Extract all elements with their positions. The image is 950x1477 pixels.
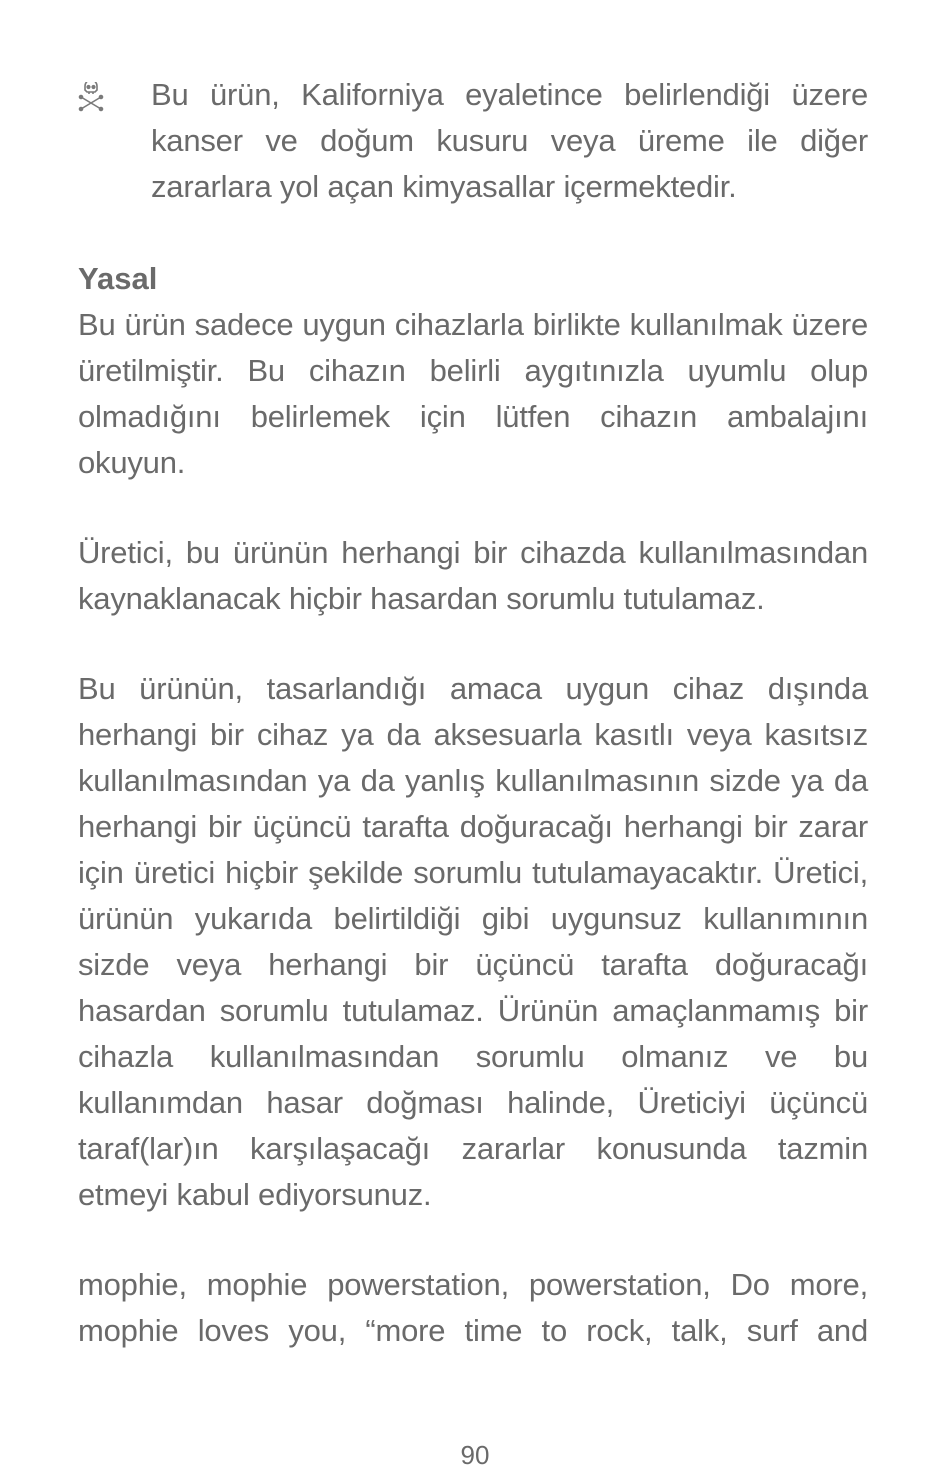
section-heading: Yasal xyxy=(78,261,158,296)
legal-paragraph-3: Bu ürünün, tasarlandığı amaca uygun cihaz dışında herhangi bir cihaz ya da aksesuarla kasıtlı veya kasıtsız kullanılmasından ya da yanlış kullanılmasının sizde ya da herhangi bir üçüncü tarafta doğuracağı herhangi bir zarar için üretici hiçbir şekilde sorumlu tutulamayacaktır. Üretici, ürünün yukarıda belirtildiği gibi uygunsuz kullanımının sizde veya herhangi bir üçüncü tarafta doğuracağı hasardan sorumlu tutulamaz. Ürünün amaçlanmamış bir cihazla kullanılmasından sorumlu olmanız ve bu kullanımdan hasar doğması halinde, Üreticiyi üçüncü taraf(lar)ın karşılaşacağı zararlar konusunda tazmin etmeyi kabul ediyorsunuz. xyxy=(78,671,868,1212)
skull-crossbones-icon xyxy=(78,82,104,112)
legal-paragraph-4: mophie, mophie powerstation, powerstation, Do more, mophie loves you, “more time to rock, talk, surf and xyxy=(78,1267,868,1348)
legal-paragraph-1: Bu ürün sadece uygun cihazlarla birlikte kullanılmak üzere üretilmiştir. Bu cihazın belirli aygıtınızla uyumlu olup olmadığını belirlemek için lütfen cihazın ambalajını okuyun. xyxy=(78,307,868,480)
warning-text: Bu ürün, Kaliforniya eyaletince belirlendiği üzere kanser ve doğum kusuru veya üreme ile diğer zararlara yol açan kimyasallar içermektedir. xyxy=(151,77,868,204)
document-page xyxy=(78,72,868,1354)
legal-paragraph-2: Üretici, bu ürünün herhangi bir cihazda kullanılmasından kaynaklanacak hiçbir hasardan sorumlu tutulamaz. xyxy=(78,535,868,616)
page-number: 90 xyxy=(460,1440,490,1470)
prop65-warning xyxy=(78,72,868,210)
